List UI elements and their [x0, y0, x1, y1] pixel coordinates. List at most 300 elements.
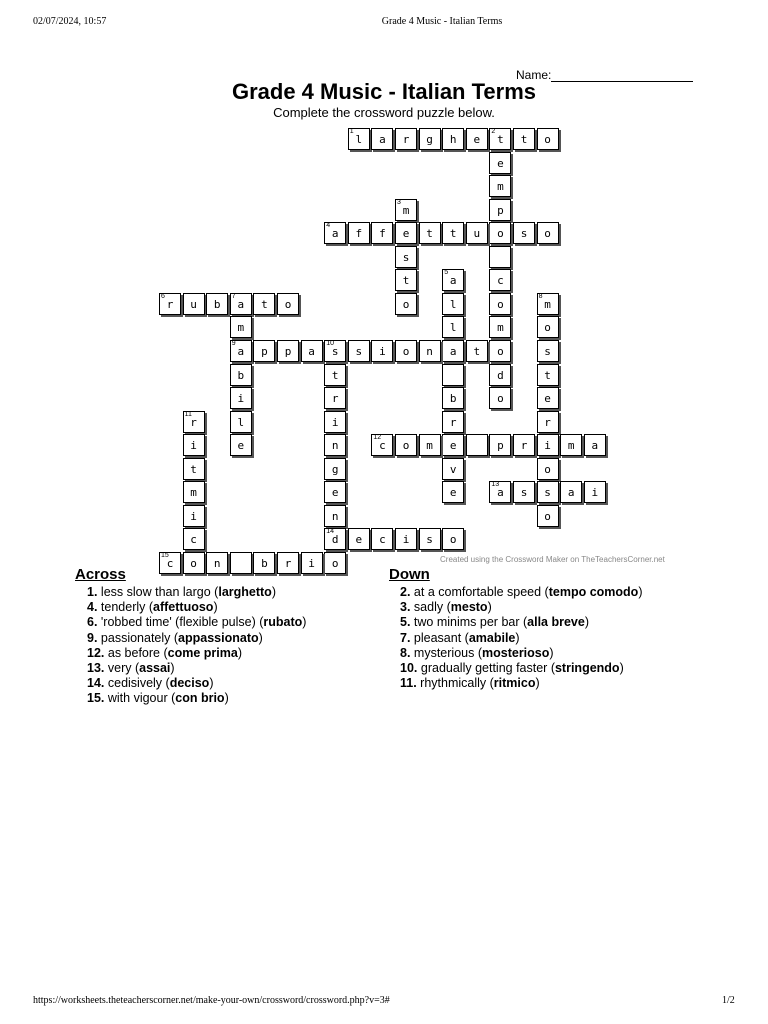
- crossword-cell: [489, 175, 511, 197]
- crossword-cell: [537, 222, 559, 244]
- cell-letter: e: [449, 439, 457, 453]
- cell-letter: s: [402, 250, 410, 264]
- cell-letter: a: [567, 486, 575, 500]
- clue-num: 1.: [87, 585, 98, 599]
- print-page-number: 1/2: [722, 995, 735, 1006]
- crossword-cell: [371, 434, 393, 456]
- clue-num: 5.: [400, 615, 411, 630]
- clue-answer: con brio: [175, 691, 225, 706]
- crossword-cell: [419, 222, 441, 244]
- cell-letter: t: [331, 368, 339, 382]
- clue-num: 13.: [87, 661, 105, 676]
- crossword-cell: [489, 293, 511, 315]
- crossword-cell: [230, 434, 252, 456]
- across-clue: [87, 646, 306, 661]
- crossword-cell: [442, 481, 464, 503]
- cell-letter: d: [497, 368, 504, 382]
- clue-text: rhythmically (: [420, 676, 494, 691]
- crossword-cell: [489, 340, 511, 362]
- clue-num: 14.: [87, 676, 105, 691]
- crossword-cell: [442, 269, 464, 291]
- cell-letter: p: [497, 439, 504, 453]
- cell-letter: o: [449, 533, 457, 547]
- crossword-cell: [537, 481, 559, 503]
- crossword-cell: [301, 340, 323, 362]
- cell-letter: o: [402, 345, 410, 358]
- cell-letter: o: [284, 297, 292, 311]
- crossword-cell: [419, 128, 441, 150]
- cell-letter: s: [520, 227, 528, 241]
- cell-letter: o: [544, 133, 551, 146]
- clue-close: ): [549, 645, 554, 660]
- crossword-cell: [324, 340, 346, 362]
- crossword-cell: [324, 552, 346, 574]
- crossword-cell: [371, 528, 393, 550]
- crossword-cell: [513, 222, 535, 244]
- clue-num: 9.: [87, 630, 98, 645]
- clue-answer: amabile: [468, 630, 516, 645]
- clue-text: as before (: [107, 645, 168, 660]
- clue-num: 3.: [400, 600, 411, 615]
- crossword-cell: [537, 411, 559, 433]
- cell-letter: m: [567, 439, 575, 453]
- clue-close: ): [209, 676, 214, 691]
- crossword-cell: [206, 293, 228, 315]
- clue-answer: mesto: [450, 600, 488, 615]
- crossword-cell: [324, 434, 346, 456]
- crossword-cell: [277, 552, 299, 574]
- crossword-cell: [395, 340, 417, 362]
- crossword-cell: [183, 552, 205, 574]
- cell-letter: m: [426, 439, 433, 453]
- clue-close: ): [170, 661, 175, 676]
- clue-close: ): [213, 600, 218, 615]
- cell-letter: h: [449, 133, 457, 146]
- crossword-cell: [395, 128, 417, 150]
- clue-answer: come prima: [167, 645, 238, 660]
- cell-letter: i: [190, 509, 197, 523]
- crossword-cell: [466, 340, 488, 362]
- clue-num: 8.: [400, 645, 411, 660]
- crossword-cell: [442, 387, 464, 409]
- cell-letter: u: [190, 297, 197, 311]
- cell-letter: i: [308, 556, 315, 570]
- crossword-cell: [560, 481, 582, 503]
- crossword-cell: [183, 411, 205, 433]
- crossword-cell: [183, 528, 205, 550]
- crossword-cell: [419, 528, 441, 550]
- crossword-cell: [324, 364, 346, 386]
- cell-letter: s: [331, 345, 339, 358]
- cell-letter: s: [544, 345, 551, 358]
- clue-close: ): [224, 691, 229, 706]
- down-clue: [400, 631, 642, 646]
- clue-text: passionately (: [100, 630, 179, 645]
- clue-close: ): [515, 630, 520, 645]
- clue-text: mysterious (: [413, 645, 482, 660]
- cell-letter: e: [331, 486, 339, 500]
- crossword-cell: [442, 340, 464, 362]
- crossword-cell: [537, 387, 559, 409]
- cell-letter: s: [520, 486, 528, 500]
- clue-text: 'robbed time' (flexible pulse) (: [100, 615, 264, 630]
- cell-letter: m: [497, 180, 504, 194]
- cell-letter: s: [426, 533, 433, 547]
- crossword-cell: [489, 246, 511, 268]
- cell-letter: e: [497, 156, 504, 170]
- cell-letter: m: [544, 297, 551, 311]
- cell-letter: e: [237, 439, 245, 453]
- cell-letter: f: [379, 227, 386, 241]
- clue-num: 6.: [87, 615, 98, 630]
- crossword-cell: [489, 128, 511, 150]
- crossword-cell: [324, 411, 346, 433]
- across-heading: Across: [75, 566, 126, 583]
- cell-letter: c: [166, 556, 174, 570]
- crossword-cell: [537, 458, 559, 480]
- clue-text: pleasant (: [413, 630, 469, 645]
- clue-answer: larghetto: [218, 585, 272, 599]
- crossword-cell: [371, 128, 393, 150]
- clue-close: ): [584, 615, 590, 630]
- crossword-cell: [301, 552, 323, 574]
- cell-letter: o: [497, 345, 504, 358]
- crossword-cell: [537, 293, 559, 315]
- crossword-cell: [277, 340, 299, 362]
- cell-letter: b: [449, 392, 457, 406]
- crossword-cell: [419, 340, 441, 362]
- down-clue: [400, 585, 642, 600]
- crossword-cell: [253, 293, 275, 315]
- cell-letter: r: [284, 556, 292, 570]
- cell-letter: n: [213, 556, 221, 570]
- clue-number: 15: [161, 551, 169, 559]
- clue-number: 14: [326, 528, 334, 536]
- cell-letter: e: [449, 486, 457, 500]
- page-subtitle: Complete the crossword puzzle below.: [273, 105, 495, 120]
- crossword-cell: [442, 222, 464, 244]
- cell-letter: i: [331, 415, 339, 429]
- cell-letter: a: [379, 133, 386, 146]
- crossword-cell: [395, 246, 417, 268]
- down-clue: [400, 600, 642, 615]
- cell-letter: m: [402, 203, 410, 217]
- clue-num: 4.: [87, 600, 98, 615]
- crossword-cell: [537, 316, 559, 338]
- clue-number: 9: [231, 340, 236, 347]
- crossword-cell: [230, 364, 252, 386]
- down-clue: [400, 661, 642, 676]
- clue-num: 15.: [87, 691, 105, 706]
- crossword-cell: [442, 293, 464, 315]
- crossword-cell: [230, 411, 252, 433]
- cell-letter: o: [190, 556, 197, 570]
- cell-letter: t: [520, 133, 528, 146]
- crossword-cell: [489, 222, 511, 244]
- crossword-cell: [442, 434, 464, 456]
- across-clue: [87, 661, 306, 676]
- cell-letter: o: [497, 297, 504, 311]
- cell-letter: i: [544, 439, 551, 453]
- cell-letter: o: [544, 227, 551, 241]
- crossword-cell: [371, 340, 393, 362]
- crossword-cell: [442, 411, 464, 433]
- clue-answer: alla breve: [527, 615, 585, 630]
- cell-letter: g: [426, 133, 433, 146]
- clue-number: 13: [491, 481, 500, 489]
- crossword-cell: [183, 434, 205, 456]
- clue-text: very (: [107, 661, 140, 676]
- crossword-cell: [230, 387, 252, 409]
- crossword-cell: [442, 528, 464, 550]
- crossword-cell: [489, 199, 511, 221]
- clue-answer: stringendo: [554, 661, 620, 676]
- crossword-cell: [277, 293, 299, 315]
- crossword-cell: [348, 128, 370, 150]
- cell-letter: t: [544, 368, 551, 382]
- clue-close: ): [302, 615, 307, 630]
- cell-letter: e: [473, 133, 481, 146]
- cell-letter: o: [544, 509, 551, 523]
- cell-letter: a: [237, 297, 245, 311]
- cell-letter: a: [308, 345, 315, 358]
- clue-text: gradually getting faster (: [420, 661, 555, 676]
- clue-text: at a comfortable speed (: [413, 585, 549, 599]
- crossword-cell: [489, 269, 511, 291]
- crossword-cell: [466, 222, 488, 244]
- cell-letter: r: [190, 415, 197, 429]
- crossword-cell: [183, 481, 205, 503]
- down-clue: [400, 646, 642, 661]
- clue-text: with vigour (: [107, 691, 176, 706]
- cell-letter: l: [237, 415, 245, 429]
- clue-number: 2: [491, 128, 496, 135]
- crossword-cell: [537, 364, 559, 386]
- cell-letter: o: [331, 556, 339, 570]
- crossword-cell: [230, 552, 252, 574]
- cell-letter: g: [331, 462, 339, 476]
- cell-letter: a: [497, 486, 504, 500]
- crossword-cell: [489, 152, 511, 174]
- clue-text: tenderly (: [100, 600, 154, 615]
- print-datetime: 02/07/2024, 10:57: [33, 16, 107, 27]
- clue-num: 11.: [400, 676, 417, 691]
- crossword-cell: [230, 340, 252, 362]
- clue-number: 11: [184, 410, 192, 418]
- crossword-cell: [395, 528, 417, 550]
- clue-close: ): [258, 630, 263, 645]
- clue-num: 7.: [400, 630, 411, 645]
- crossword-cell: [371, 222, 393, 244]
- cell-letter: u: [473, 227, 481, 241]
- cell-letter: n: [426, 345, 433, 358]
- crossword-cell: [419, 434, 441, 456]
- cell-letter: l: [355, 133, 363, 146]
- crossword-cell: [324, 481, 346, 503]
- cell-letter: i: [591, 486, 599, 500]
- crossword-cell: [442, 316, 464, 338]
- cell-letter: r: [544, 415, 551, 429]
- clue-number: 12: [373, 434, 382, 442]
- cell-letter: s: [355, 345, 363, 358]
- clue-text: cedisively (: [107, 676, 170, 691]
- crossword-cell: [466, 434, 488, 456]
- clue-number: 6: [161, 292, 165, 300]
- clue-close: ): [271, 585, 276, 599]
- across-clue: [87, 600, 306, 615]
- crossword-cell: [442, 128, 464, 150]
- cell-letter: t: [497, 133, 504, 146]
- clue-number: 1: [349, 128, 354, 135]
- cell-letter: e: [402, 227, 410, 241]
- credit-text: Created using the Crossword Maker on TheTeachersCorner.net: [440, 555, 665, 564]
- clue-answer: mosterioso: [482, 645, 550, 660]
- cell-letter: o: [544, 462, 551, 476]
- name-label: Name:: [516, 68, 552, 82]
- clue-number: 3: [397, 198, 401, 206]
- clue-text: two minims per bar (: [413, 615, 528, 630]
- crossword-cell: [513, 481, 535, 503]
- cell-letter: m: [237, 321, 245, 335]
- crossword-cell: [442, 364, 464, 386]
- cell-letter: r: [402, 133, 410, 146]
- crossword-cell: [348, 222, 370, 244]
- cell-letter: c: [497, 274, 504, 288]
- crossword-cell: [489, 434, 511, 456]
- crossword-cell: [253, 340, 275, 362]
- crossword-cell: [395, 222, 417, 244]
- cell-letter: v: [449, 462, 457, 476]
- crossword-cell: [489, 387, 511, 409]
- cell-letter: p: [284, 345, 292, 358]
- crossword-cell: [395, 293, 417, 315]
- cell-letter: o: [497, 392, 504, 406]
- cell-letter: i: [237, 392, 245, 406]
- crossword-cell: [159, 293, 181, 315]
- crossword-cell: [159, 552, 181, 574]
- crossword-cell: [537, 505, 559, 527]
- crossword-cell: [324, 505, 346, 527]
- crossword-cell: [348, 340, 370, 362]
- cell-letter: t: [190, 462, 197, 476]
- cell-letter: c: [379, 439, 386, 453]
- clue-close: ): [638, 585, 643, 599]
- clue-close: ): [237, 645, 242, 660]
- crossword-cell: [324, 458, 346, 480]
- crossword-cell: [324, 528, 346, 550]
- cell-letter: o: [544, 321, 551, 335]
- cell-letter: t: [402, 274, 410, 288]
- crossword-cell: [537, 434, 559, 456]
- crossword-cell: [466, 128, 488, 150]
- cell-letter: d: [331, 533, 339, 547]
- cell-letter: a: [331, 227, 339, 241]
- crossword-cell: [513, 128, 535, 150]
- cell-letter: l: [449, 297, 457, 311]
- cell-letter: i: [402, 533, 410, 547]
- crossword-cell: [253, 552, 275, 574]
- print-doc-title: Grade 4 Music - Italian Terms: [381, 16, 503, 27]
- cell-letter: r: [520, 439, 528, 453]
- clue-close: ): [487, 600, 492, 615]
- clue-answer: appassionato: [178, 630, 259, 645]
- cell-letter: s: [544, 486, 551, 500]
- clue-number: 5: [444, 269, 449, 277]
- clue-answer: ritmico: [493, 676, 536, 691]
- clue-num: 2.: [400, 585, 411, 599]
- clue-number: 10: [326, 340, 334, 347]
- cell-letter: t: [473, 345, 481, 358]
- across-clue: [87, 676, 306, 691]
- clue-number: 4: [326, 222, 331, 230]
- crossword-cell: [442, 458, 464, 480]
- cell-letter: b: [261, 556, 268, 570]
- cell-letter: a: [591, 439, 599, 453]
- cell-letter: i: [190, 439, 197, 453]
- cell-letter: a: [449, 345, 457, 358]
- cell-letter: p: [261, 345, 268, 358]
- cell-letter: a: [237, 345, 245, 358]
- crossword-cell: [230, 316, 252, 338]
- cell-letter: o: [402, 297, 410, 311]
- clue-answer: deciso: [169, 676, 210, 691]
- crossword-cell: [206, 552, 228, 574]
- page-title: Grade 4 Music - Italian Terms: [231, 79, 537, 104]
- down-heading: Down: [389, 566, 430, 583]
- across-clue: [87, 631, 306, 646]
- clue-close: ): [535, 676, 540, 691]
- cell-letter: n: [331, 509, 339, 523]
- crossword-cell: [183, 293, 205, 315]
- crossword-cell: [395, 434, 417, 456]
- crossword-cell: [584, 481, 606, 503]
- cell-letter: r: [449, 415, 457, 429]
- cell-letter: n: [331, 439, 339, 453]
- crossword-cell: [537, 128, 559, 150]
- down-clue: [400, 615, 642, 630]
- cell-letter: t: [449, 227, 457, 241]
- clue-number: 8: [538, 292, 543, 300]
- crossword-cell: [324, 387, 346, 409]
- cell-letter: t: [261, 297, 268, 311]
- crossword-cell: [183, 458, 205, 480]
- crossword-cell: [183, 505, 205, 527]
- cell-letter: l: [449, 321, 457, 335]
- across-clue: [87, 615, 306, 630]
- cell-letter: e: [355, 533, 363, 547]
- crossword-cell: [348, 528, 370, 550]
- cell-letter: c: [379, 533, 386, 547]
- clue-num: 12.: [87, 645, 105, 660]
- cell-letter: b: [213, 297, 221, 311]
- cell-letter: m: [497, 321, 504, 335]
- cell-letter: r: [166, 297, 174, 311]
- crossword-cell: [489, 316, 511, 338]
- cell-letter: f: [355, 227, 363, 241]
- clue-num: 10.: [400, 661, 418, 676]
- crossword-cell: [230, 293, 252, 315]
- cell-letter: b: [237, 368, 245, 382]
- crossword-cell: [324, 222, 346, 244]
- cell-letter: r: [331, 392, 339, 406]
- clue-close: ): [619, 661, 624, 676]
- clue-number: 7: [231, 292, 236, 300]
- cell-letter: a: [449, 274, 457, 288]
- clue-answer: tempo comodo: [548, 585, 639, 599]
- crossword-cell: [513, 434, 535, 456]
- crossword-cell: [395, 269, 417, 291]
- cell-letter: o: [402, 439, 410, 453]
